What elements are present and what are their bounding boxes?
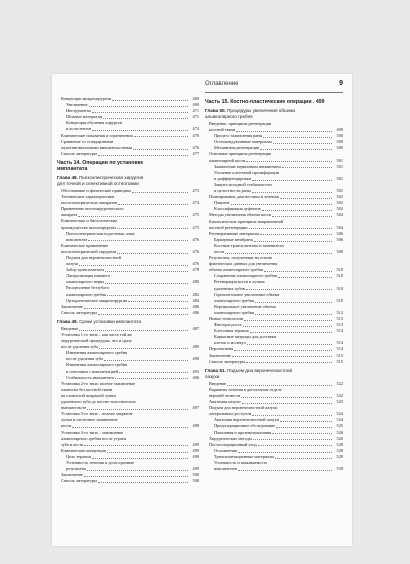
toc-entry-title: Усиление клеточной пролиферации — [214, 169, 279, 175]
toc-page-number: 513 — [336, 316, 343, 321]
dot-leader — [273, 143, 332, 144]
toc-page-number: 525 — [336, 423, 343, 429]
chapter-heading — [205, 368, 343, 380]
dot-leader — [92, 112, 188, 113]
toc-entry-title: преимущества пьезохирургии — [61, 224, 116, 230]
toc-entry — [205, 466, 343, 472]
toc-page-number: 502 — [336, 206, 343, 212]
toc-entry-title: Основные принципы регенерации — [209, 151, 272, 157]
toc-entry-title: Клеточная терапия — [214, 328, 249, 334]
toc-page-number: 482 — [192, 291, 199, 297]
toc-page-number: 526 — [336, 435, 343, 441]
toc-entry-title: Изменения альвеолярного гребня — [66, 362, 128, 368]
toc-entry-title: пьезоэлектрической хирургии — [61, 248, 116, 254]
dot-leader — [263, 137, 332, 138]
toc-page-number: 469 — [192, 96, 199, 101]
toc-page-number: 469 — [192, 102, 199, 108]
dot-leader — [133, 149, 188, 150]
toc-page-number: 486 — [192, 309, 199, 315]
toc-entry-title: Варианты лечения в дистальном отделе — [209, 386, 282, 392]
toc-page-number: 515 — [336, 358, 343, 364]
toc-entry-title: хирургической процедуры, что и сразу — [61, 338, 132, 344]
dot-leader — [232, 356, 332, 357]
toc-entry-title: Анатомия пазухи — [209, 399, 241, 405]
toc-page-number: 499 — [192, 466, 199, 472]
chapter-heading — [205, 108, 343, 120]
toc-page-number: 502 — [336, 194, 343, 200]
toc-page-number: 484 — [192, 297, 199, 303]
dot-leader — [132, 192, 188, 193]
dot-leader — [236, 131, 332, 132]
toc-page-number: 499 — [336, 127, 343, 133]
dot-leader — [128, 301, 188, 302]
toc-entry-title: Пациент — [214, 200, 230, 206]
dot-leader — [89, 106, 189, 107]
dot-leader — [243, 326, 332, 327]
toc-entry-title: альвеолярного нерва — [66, 279, 104, 285]
toc-page-number: 510 — [336, 285, 343, 291]
toc-page-number: 522 — [336, 392, 343, 398]
chapter-label: Глава 48. — [57, 174, 80, 180]
toc-entry — [57, 310, 199, 316]
toc-page-number: 478 — [192, 267, 199, 273]
toc-page-number: 500 — [192, 478, 199, 484]
toc-entry-title: альвеолы без костной ткани — [61, 386, 113, 392]
toc-page-number: 476 — [192, 248, 199, 254]
dot-leader — [117, 228, 188, 229]
toc-entry-title: Шовные материалы — [66, 114, 103, 120]
dot-leader — [234, 350, 332, 351]
toc-entry-title: Подъем дна верхнечелюстной — [66, 254, 121, 260]
toc-entry-title: Трансплантационные материалы — [214, 453, 275, 459]
dot-leader — [84, 308, 188, 309]
dot-leader — [118, 204, 188, 205]
dot-leader — [238, 470, 332, 471]
toc-right-column — [205, 96, 343, 472]
dot-leader — [244, 320, 332, 321]
toc-entry-title: Остеокондуктивные материалы — [214, 139, 272, 145]
dot-leader — [104, 360, 188, 361]
toc-entry-title: Барьерные мембраны — [214, 236, 254, 242]
dot-leader — [238, 452, 332, 453]
dot-leader — [105, 271, 188, 272]
dot-leader — [119, 372, 188, 373]
toc-entry-title: Цель терапии — [66, 453, 91, 459]
dot-leader — [88, 240, 188, 241]
toc-page-number: 471 — [192, 108, 199, 114]
dot-leader — [87, 470, 188, 471]
toc-entry-title: Инструменты — [66, 108, 92, 114]
toc-entry-title: Методы увеличения объема кости — [209, 212, 272, 218]
toc-page-number: 475 — [192, 212, 199, 218]
toc-page-number: 474 — [192, 200, 199, 206]
toc-entry-title: Биологические принципы направленной — [209, 218, 284, 224]
toc-entry-title: Введение — [61, 325, 79, 331]
dot-leader — [79, 330, 188, 331]
toc-page-number: 500 — [336, 139, 343, 145]
toc-entry — [57, 151, 199, 157]
toc-entry-title: Ортодонтическое микрохирургия — [66, 297, 128, 303]
toc-entry-title: альвеолярной кости — [209, 157, 246, 163]
chapter-label: Глава 51. — [205, 367, 228, 373]
toc-page-number: 499 — [192, 453, 199, 459]
dot-leader — [246, 289, 332, 290]
dot-leader — [117, 253, 188, 254]
toc-entry-title: Механизмы регенерации — [214, 145, 260, 151]
toc-page-number: 526 — [336, 429, 343, 435]
chapter-heading — [57, 319, 199, 325]
toc-entry-title: Установка 4-го типа – заживление — [61, 429, 124, 435]
part-heading — [205, 99, 343, 105]
toc-entry-title: после удаления зуба — [66, 356, 104, 362]
running-header-section: Оглавление — [205, 81, 239, 87]
toc-entry-title: Список литературы — [209, 358, 245, 364]
toc-entry-title: Результаты, полученные на основе — [209, 255, 273, 261]
toc-page-number: 514 — [336, 340, 343, 346]
dot-leader — [258, 445, 332, 446]
toc-page-number: 501 — [336, 157, 343, 163]
toc-entry-title: фактических данных для увеличения — [209, 261, 277, 267]
toc-entry-title: Клинические и биологические — [61, 218, 118, 224]
dot-leader — [227, 385, 332, 386]
toc-entry-title: альвеолярного гребня — [214, 297, 254, 303]
dot-leader — [84, 445, 188, 446]
toc-entry-title: результаты — [66, 466, 87, 472]
toc-entry-title: имплантата — [66, 236, 88, 242]
toc-entry-title: Введение — [209, 380, 227, 386]
chapter-label: Глава 49. — [57, 318, 80, 324]
toc-page-number: 500 — [336, 133, 343, 139]
toc-entry-title: и ассистентов — [66, 126, 92, 132]
dot-leader — [282, 167, 332, 168]
toc-page-number: 476 — [192, 236, 199, 242]
dot-leader — [264, 271, 332, 272]
toc-entry-title: Увеличение — [66, 102, 88, 108]
toc-page-number: 502 — [336, 200, 343, 206]
header-rule — [205, 92, 343, 93]
toc-entry-title: Каркасные матрицы для доставки — [214, 334, 276, 340]
toc-entry-title: вмешательств — [61, 405, 87, 411]
dot-leader — [262, 210, 332, 211]
dot-leader — [231, 204, 332, 205]
toc-page-number: 500 — [192, 472, 199, 478]
toc-entry-title: имплантатов — [214, 466, 238, 472]
toc-entry-title: Концепции микрохирургии — [61, 96, 112, 101]
toc-entry-title: Латерализация нижнего — [66, 273, 110, 279]
toc-page-number: 514 — [336, 346, 343, 352]
toc-page-number: 501 — [336, 188, 343, 194]
toc-page-number: 529 — [336, 453, 343, 459]
chapter-label: Глава 50. — [205, 108, 228, 113]
toc-entry-title: верхней челюсти — [209, 392, 241, 398]
dot-leader — [272, 433, 332, 434]
toc-page-number: 528 — [336, 441, 343, 447]
toc-page-number: 504 — [336, 224, 343, 230]
dot-leader — [99, 348, 188, 349]
toc-page-number: 508 — [336, 248, 343, 254]
toc-entry-title: альвеолярного гребня после утраты — [61, 435, 127, 441]
toc-page-number: 506 — [336, 236, 343, 242]
dot-leader — [87, 409, 188, 410]
page-header — [205, 81, 343, 91]
dot-leader — [241, 397, 332, 398]
dot-leader — [252, 192, 332, 193]
toc-page-number: 523 — [336, 399, 343, 405]
page-number: 9 — [339, 80, 343, 87]
toc-entry-title: Регенерация кости в лунках — [214, 279, 265, 285]
toc-page-number: 510 — [336, 273, 343, 279]
toc-page-number: 493 — [192, 368, 199, 374]
toc-entry-title: мукогингивальными вмешательствами — [61, 144, 132, 150]
heading-line: Сроки установки имплантата — [79, 318, 142, 324]
dot-leader — [79, 265, 188, 266]
toc-entry-title: Пьезоэлектрическая подготовка ложа — [66, 230, 135, 236]
toc-entry-title: Установка 1-го типа – как часть той же — [61, 332, 133, 337]
dot-leader — [280, 421, 332, 422]
toc-page-number: 476 — [192, 261, 199, 267]
dot-leader — [115, 378, 188, 379]
heading-line: пазухи — [205, 373, 220, 379]
dot-leader — [246, 362, 332, 363]
dot-leader — [134, 136, 188, 137]
toc-page-number: 513 — [336, 322, 343, 328]
toc-page-number: 510 — [336, 297, 343, 303]
heading-line: Процедуры увеличения объема — [227, 108, 295, 113]
heading-line: Часть 15. Костно-пластические операции . 499 — [205, 99, 325, 105]
toc-entry-title: Клиническое применение — [61, 242, 109, 248]
toc-page-number: 501 — [336, 163, 343, 169]
toc-entry-title: Технические характеристики — [61, 194, 115, 200]
toc-page-number: 496 — [192, 374, 199, 380]
toc-page-number: 510 — [336, 267, 343, 273]
toc-entry-title: удаленного зуба до костно-пластических — [61, 399, 136, 405]
toc-page-number: 524 — [336, 411, 343, 417]
dot-leader — [252, 180, 332, 181]
toc-entry-title: лунки и частичное заживление — [61, 417, 118, 423]
toc-entry-title: Список литературы — [61, 150, 97, 156]
toc-entry-title: Концепция обучения хирургов — [66, 120, 122, 126]
chapter-heading — [57, 175, 199, 187]
toc-entry — [205, 359, 343, 365]
toc-page-number: 476 — [192, 144, 199, 150]
toc-page-number: 514 — [336, 328, 343, 334]
toc-entry — [57, 478, 199, 484]
dot-leader — [252, 415, 332, 416]
dot-leader — [247, 344, 332, 345]
toc-entry-title: после удаления зуба — [61, 344, 99, 350]
dot-leader — [78, 216, 188, 217]
toc-page-number: 490 — [192, 356, 199, 362]
toc-entry-title: костной регенерации — [209, 224, 248, 230]
toc-entry-title: пьезоэлектрических аппаратов — [61, 200, 118, 206]
dot-leader — [276, 427, 332, 428]
toc-entry-title: Горизонтальное увеличение объема — [214, 291, 280, 297]
heading-line: для точной и селективной остеотомии — [57, 180, 139, 186]
dot-leader — [260, 149, 332, 150]
toc-entry-title: в сочетании с имплантацией — [66, 368, 119, 374]
dot-leader — [103, 118, 188, 119]
toc-entry-title: Клинические концепции — [61, 447, 107, 453]
toc-entry-title: Установка 2-го типа: полное заживление — [61, 380, 136, 386]
toc-entry-title: Осложнения — [214, 447, 237, 453]
toc-entry-title: Введение: принципы регенерации — [209, 121, 272, 126]
dot-leader — [246, 161, 332, 162]
heading-line: альвеолярного гребня — [205, 114, 253, 119]
toc-page-number: 474 — [192, 126, 199, 132]
toc-page-number: 522 — [336, 380, 343, 386]
toc-entry-title: объема альвеолярного гребня — [209, 267, 263, 273]
toc-page-number: 499 — [192, 441, 199, 447]
heading-line: имплантата — [57, 165, 88, 172]
toc-entry-title: Успешность и выживаемость — [214, 459, 268, 465]
dot-leader — [280, 198, 332, 199]
toc-entry-title: Факторы роста — [214, 322, 242, 328]
toc-entry-title: Новые технологии — [209, 316, 244, 321]
toc-entry-title: Установка 3-го типа – полное закрытие — [61, 411, 133, 417]
part-heading — [57, 160, 199, 172]
dot-leader — [112, 100, 188, 101]
toc-page-number: 506 — [336, 230, 343, 236]
toc-entry-title: альвеолярного гребня — [214, 309, 254, 315]
toc-entry-title: Предоперационное обследование — [214, 423, 276, 429]
toc-entry-title: Показания и противопоказания — [214, 429, 272, 435]
dot-leader — [98, 155, 188, 156]
dot-leader — [250, 332, 332, 333]
toc-page-number: 498 — [192, 423, 199, 429]
toc-entry-title: Изменения альвеолярного гребня — [66, 350, 128, 356]
toc-entry-title: Хирургические методы — [209, 435, 252, 441]
toc-page-number: 473 — [192, 187, 199, 193]
toc-page-number: 530 — [336, 466, 343, 472]
toc-entry-title: Перспективы — [209, 346, 234, 352]
dot-leader — [255, 302, 332, 303]
toc-entry-title: Заключение — [61, 472, 83, 478]
toc-entry-title: Вертикальное увеличение объема — [214, 303, 276, 309]
toc-page-number: 528 — [336, 447, 343, 453]
toc-entry-title: пазухи — [66, 261, 79, 267]
dot-leader — [98, 482, 188, 483]
toc-entry-title: на слизистой покрытой лунки — [61, 392, 116, 398]
toc-entry-title: Планирование диагностики и лечения — [209, 194, 279, 200]
toc-page-number: 471 — [192, 114, 199, 120]
toc-page-number: 512 — [336, 309, 343, 315]
toc-entry-title: Применение пьезохирургического — [61, 206, 124, 212]
toc-page-number: 500 — [336, 145, 343, 151]
toc-entry-title: Список литературы — [61, 478, 97, 484]
dot-leader — [98, 314, 188, 315]
dot-leader — [242, 403, 332, 404]
toc-entry-title: Классификация дефектов — [214, 206, 261, 212]
toc-entry-title: Заключение — [61, 303, 83, 309]
toc-entry-title: латеральным доступом — [209, 411, 252, 417]
toc-entry-title: кости — [214, 248, 225, 254]
toc-page-number: 501 — [336, 175, 343, 181]
heading-line: Подъем дна верхнечелюстной — [227, 367, 293, 373]
toc-page-number: 504 — [336, 212, 343, 218]
toc-entry-title: Регенеративные материалы — [209, 230, 260, 236]
toc-page-number: 497 — [192, 405, 199, 411]
dot-leader — [253, 439, 332, 440]
toc-page-number: 515 — [336, 352, 343, 358]
toc-entry-title: Послеоперационный уход — [209, 441, 257, 447]
toc-entry-title: Расщепление беззубого — [66, 285, 110, 291]
toc-entry-title: Забор трансплантата — [66, 267, 105, 273]
toc-entry-title: Защита исходной стабильности — [214, 181, 272, 187]
toc-left-column — [57, 96, 199, 484]
toc-page-number: 487 — [192, 325, 199, 331]
toc-entry-title: кости — [61, 423, 72, 429]
toc-entry-title: Стабильность имплантата — [66, 374, 114, 380]
dot-leader — [72, 427, 188, 428]
toc-entry-title: Обоснование и физические принципы — [61, 187, 132, 193]
toc-entry-title: Анатомия верхнечелюстной пазухи — [214, 417, 279, 423]
toc-entry-title: костной ткани — [209, 127, 236, 133]
toc-page-number: 489 — [192, 344, 199, 350]
toc-entry-title: зуба и кости — [61, 441, 84, 447]
toc-page-number: 477 — [192, 150, 199, 156]
dot-leader — [107, 295, 188, 296]
dot-leader — [84, 476, 188, 477]
toc-entry-title: и дифференцировки — [214, 175, 251, 181]
toc-entry-title: клеток и молекул — [214, 340, 246, 346]
toc-page-number: 475 — [192, 224, 199, 230]
toc-entry-title: Сравнение со стандартными — [61, 138, 114, 144]
toc-page-number: 480 — [192, 279, 199, 285]
dot-leader — [92, 130, 188, 131]
toc-entry-title: Костные трансплантаты и заменители — [214, 242, 284, 248]
toc-page-number: 499 — [192, 447, 199, 453]
dot-leader — [92, 458, 188, 459]
dot-leader — [255, 314, 332, 315]
toc-entry-title: удаленных зубов — [214, 285, 245, 291]
dot-leader — [105, 283, 188, 284]
dot-leader — [107, 452, 188, 453]
dot-leader — [225, 253, 332, 254]
toc-entry-title: Успешность лечения и долгосрочные — [66, 459, 135, 465]
dot-leader — [278, 277, 332, 278]
toc-entry-title: и целостности раны — [214, 188, 251, 194]
dot-leader — [260, 234, 332, 235]
toc-page-number: 486 — [192, 303, 199, 309]
toc-page-number: 524 — [336, 417, 343, 423]
dot-leader — [272, 216, 332, 217]
toc-page-number: 476 — [192, 132, 199, 138]
toc-entry-title: аппарата — [61, 212, 78, 218]
toc-entry-title: Сохранение альвеолярного гребня — [214, 273, 277, 279]
heading-line: Часть 14. Операции по установке — [57, 159, 144, 166]
toc-entry-title: Заключение — [209, 352, 231, 358]
dot-leader — [275, 458, 332, 459]
toc-entry-title: Процесс заживления раны — [214, 133, 263, 139]
toc-entry-title: альвеолярного гребня — [66, 291, 106, 297]
dot-leader — [254, 241, 332, 242]
dot-leader — [249, 228, 332, 229]
toc-entry-title: Заживление первичным натяжением — [214, 163, 281, 169]
toc-entry-title: Подъем дна верхнечелюстной пазухи — [209, 405, 278, 411]
heading-line: Пьезоэлектрическая хирургия — [79, 174, 144, 180]
toc-entry-title: Список литературы — [61, 309, 97, 315]
toc-entry-title: Клинические показания и ограничения — [61, 132, 133, 138]
